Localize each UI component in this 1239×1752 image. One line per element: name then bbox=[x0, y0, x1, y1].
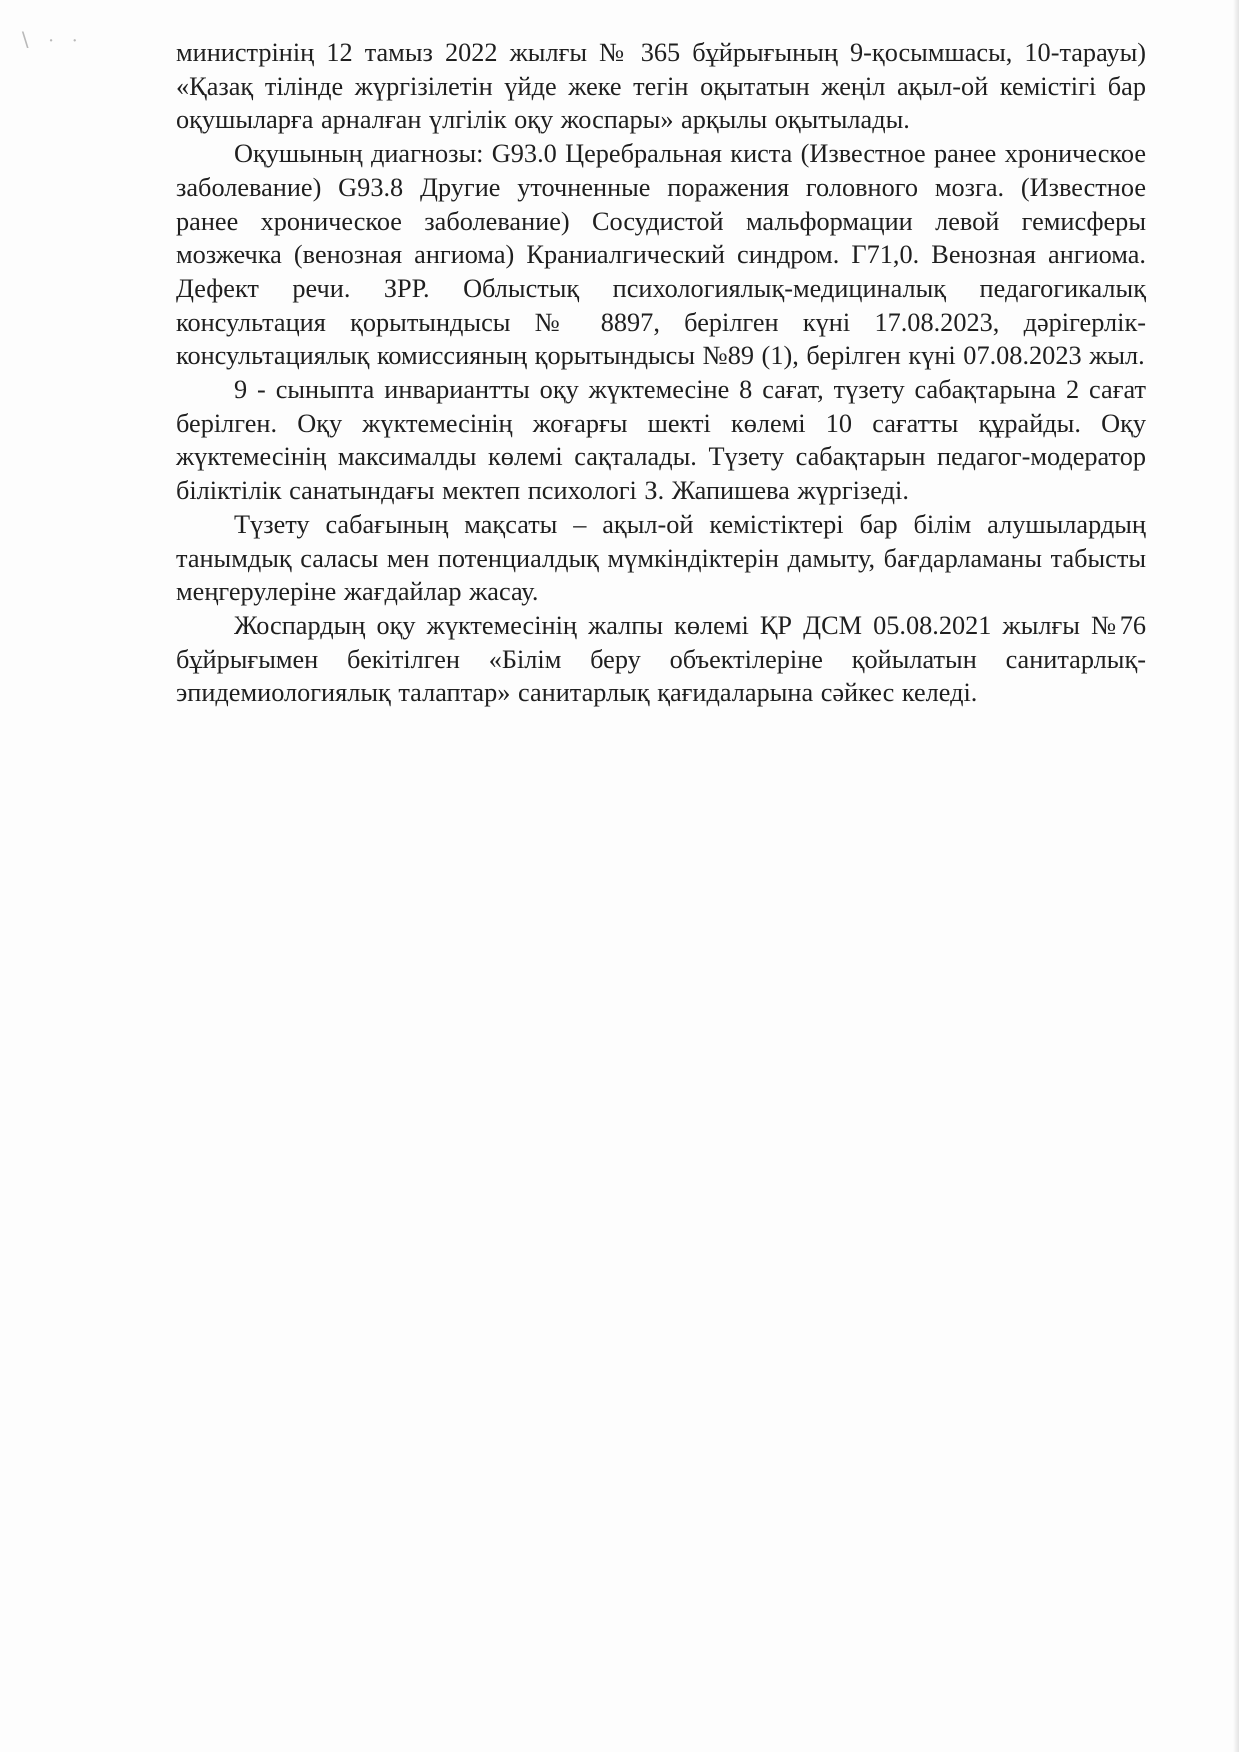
scan-edge-shadow bbox=[1233, 0, 1239, 1752]
paragraph-student-diagnosis: Оқушының диагнозы: G93.0 Церебральная киста (Известное ранее хроническое заболевание) G93.8 Другие уточненные поражения головного мозга. (Известное ранее хроническое заболевание) Сосудистой мальформации левой гемисферы мозжечка (венозная ангиома) Краниалгический синдром. Г71,0. Венозная ангиома. Дефект речи. ЗРР. Облыстық психологиялық-медициналық педагогикалық консультация қорытындысы № 8897, берілген күні 17.08.2023, дәрігерлік-консультациялық комиссияның қорытындысы №89 (1), берілген күні 07.08.2023 жыл. bbox=[176, 139, 1146, 371]
document-body bbox=[176, 36, 1146, 710]
paragraph-sanitary-compliance: Жоспардың оқу жүктемесінің жалпы көлемі ҚР ДСМ 05.08.2021 жылғы №76 бұйрығымен бекітілген «Білім беру объектілеріне қойылатын санитарлық-эпидемиологиялық талаптар» санитарлық қағидаларына сәйкес келеді. bbox=[176, 610, 1146, 708]
scan-artifact-marks: ∖ · · bbox=[18, 30, 85, 52]
paragraph-curriculum-reference: министрінің 12 тамыз 2022 жылғы № 365 бұйрығының 9-қосымшасы, 10-тарауы) «Қазақ тілінде жүргізілетін үйде жеке тегін оқытатын жеңіл ақыл-ой кемістігі бар оқушыларға арналған үлгілік оқу жоспары» арқылы оқытылады. bbox=[176, 38, 1146, 135]
paragraph-correction-goal: Түзету сабағының мақсаты – ақыл-ой кемістіктері бар білім алушылардың танымдық саласы мен потенциалдық мүмкіндіктерін дамыту, бағдарламаны табысты меңгерулеріне жағдайлар жасау. bbox=[176, 509, 1146, 607]
paragraph-study-load: 9 - сыныпта инвариантты оқу жүктемесіне 8 сағат, түзету сабақтарына 2 сағат берілген. Оқу жүктемесінің жоғарғы шекті көлемі 10 сағатты құрайды. Оқу жүктемесінің максималды көлемі сақталады. Түзету сабақтарын педагог-модератор біліктілік санатындағы мектеп психологі З. Жапишева жүргізеді. bbox=[176, 375, 1146, 506]
